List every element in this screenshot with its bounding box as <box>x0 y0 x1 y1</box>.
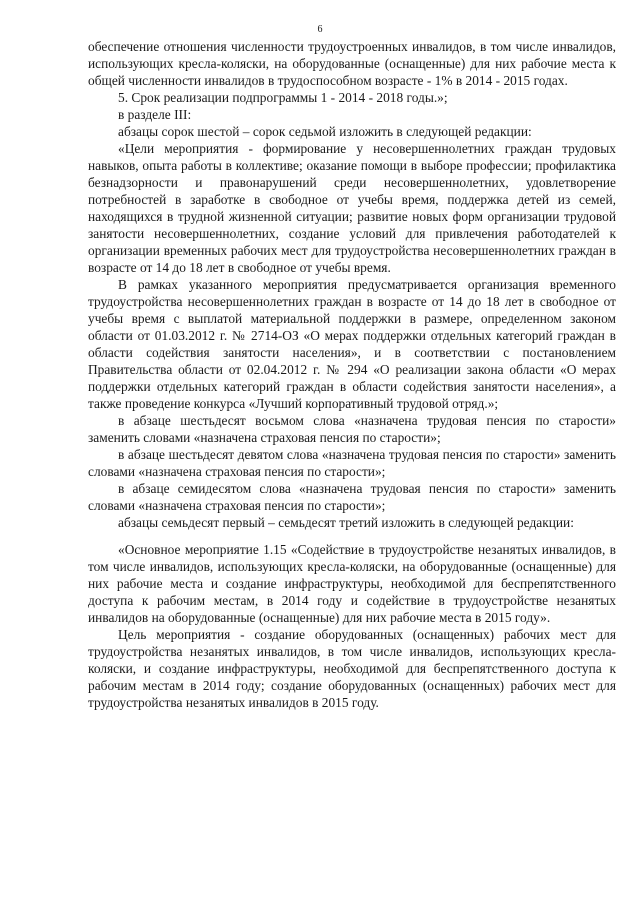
paragraph-main-event-1-15: «Основное мероприятие 1.15 «Содействие в трудоустройстве незанятых инвалидов, в том числе инвалидов, использующих кресла-коляски, на оборудованные (оснащенные) для них рабочие места и создание инфраструктуры, необходимой для беспрепятственного доступа к рабочим местам, в 2014 году и содействие в трудоустройстве незанятых инвалидов на оборудованные (оснащенные) для них рабочие места в 2015 году». <box>88 542 616 625</box>
paragraph-amend-68: в абзаце шестьдесят восьмом слова «назначена трудовая пенсия по старости» заменить словами «назначена страховая пенсия по старости»; <box>88 413 616 445</box>
paragraph-amend-46-47: абзацы сорок шестой – сорок седьмой изложить в следующей редакции: <box>118 124 532 139</box>
paragraph-implementation-period: 5. Срок реализации подпрограммы 1 - 2014 - 2018 годы.»; <box>118 90 448 105</box>
paragraph-event-framework: В рамках указанного мероприятия предусматривается организация временного трудоустройства несовершеннолетних граждан в возрасте от 14 до 18 лет в свободное от учебы время с выплатой материальной поддержки в размере, определенном законом области от 01.03.2012 г. № 2714-ОЗ «О мерах поддержки отдельных категорий граждан в области содействия занятости населения», и в соответствии с постановлением Правительства области от 02.04.2012 г. № 294 «О реализации закона области «О мерах поддержки отдельных категорий граждан в области содействия занятости населения», а также проведение конкурса «Лучший корпоративный трудовой отряд.»; <box>88 277 616 411</box>
paragraph-amend-71-73: абзацы семьдесят первый – семьдесят третий изложить в следующей редакции: <box>118 515 574 530</box>
paragraph-disabled-employment-ratio: обеспечение отношения численности трудоустроенных инвалидов, в том числе инвалидов, использующих кресла-коляски, на оборудованные (оснащенные) для них рабочие места к общей численности инвалидов в трудоспособном возрасте - 1% в 2014 - 2015 годах. <box>88 39 616 88</box>
document-body <box>88 38 616 711</box>
paragraph-event-goals: «Цели мероприятия - формирование у несовершеннолетних граждан трудовых навыков, опыта работы в коллективе; оказание помощи в выборе профессии; профилактика безнадзорности и правонарушений среди несовершеннолетних, удовлетворение потребностей в заработке в свободное от учебы время, поддержка детей из семей, находящихся в трудной жизненной ситуации; развитие новых форм организации трудовой занятости несовершеннолетних, создание условий для привлечения работодателей к организации временных рабочих мест для трудоустройства несовершеннолетних граждан в возрасте от 14 до 18 лет в свободное от учебы время. <box>88 141 616 275</box>
paragraph-event-goal-workplaces: Цель мероприятия - создание оборудованных (оснащенных) рабочих мест для трудоустройства незанятых инвалидов, в том числе инвалидов, использующих кресла-коляски, и создание инфраструктуры, необходимой для беспрепятственного доступа к рабочим местам в 2014 году; создание оборудованных (оснащенных) рабочих мест для трудоустройства незанятых инвалидов в 2015 году. <box>88 627 616 710</box>
page-number: 6 <box>317 24 323 35</box>
paragraph-section-three: в разделе III: <box>118 107 192 122</box>
paragraph-amend-70: в абзаце семидесятом слова «назначена трудовая пенсия по старости» заменить словами «назначена страховая пенсия по старости»; <box>88 481 616 513</box>
paragraph-amend-69: в абзаце шестьдесят девятом слова «назначена трудовая пенсия по старости» заменить словами «назначена страховая пенсия по старости»; <box>88 447 616 479</box>
